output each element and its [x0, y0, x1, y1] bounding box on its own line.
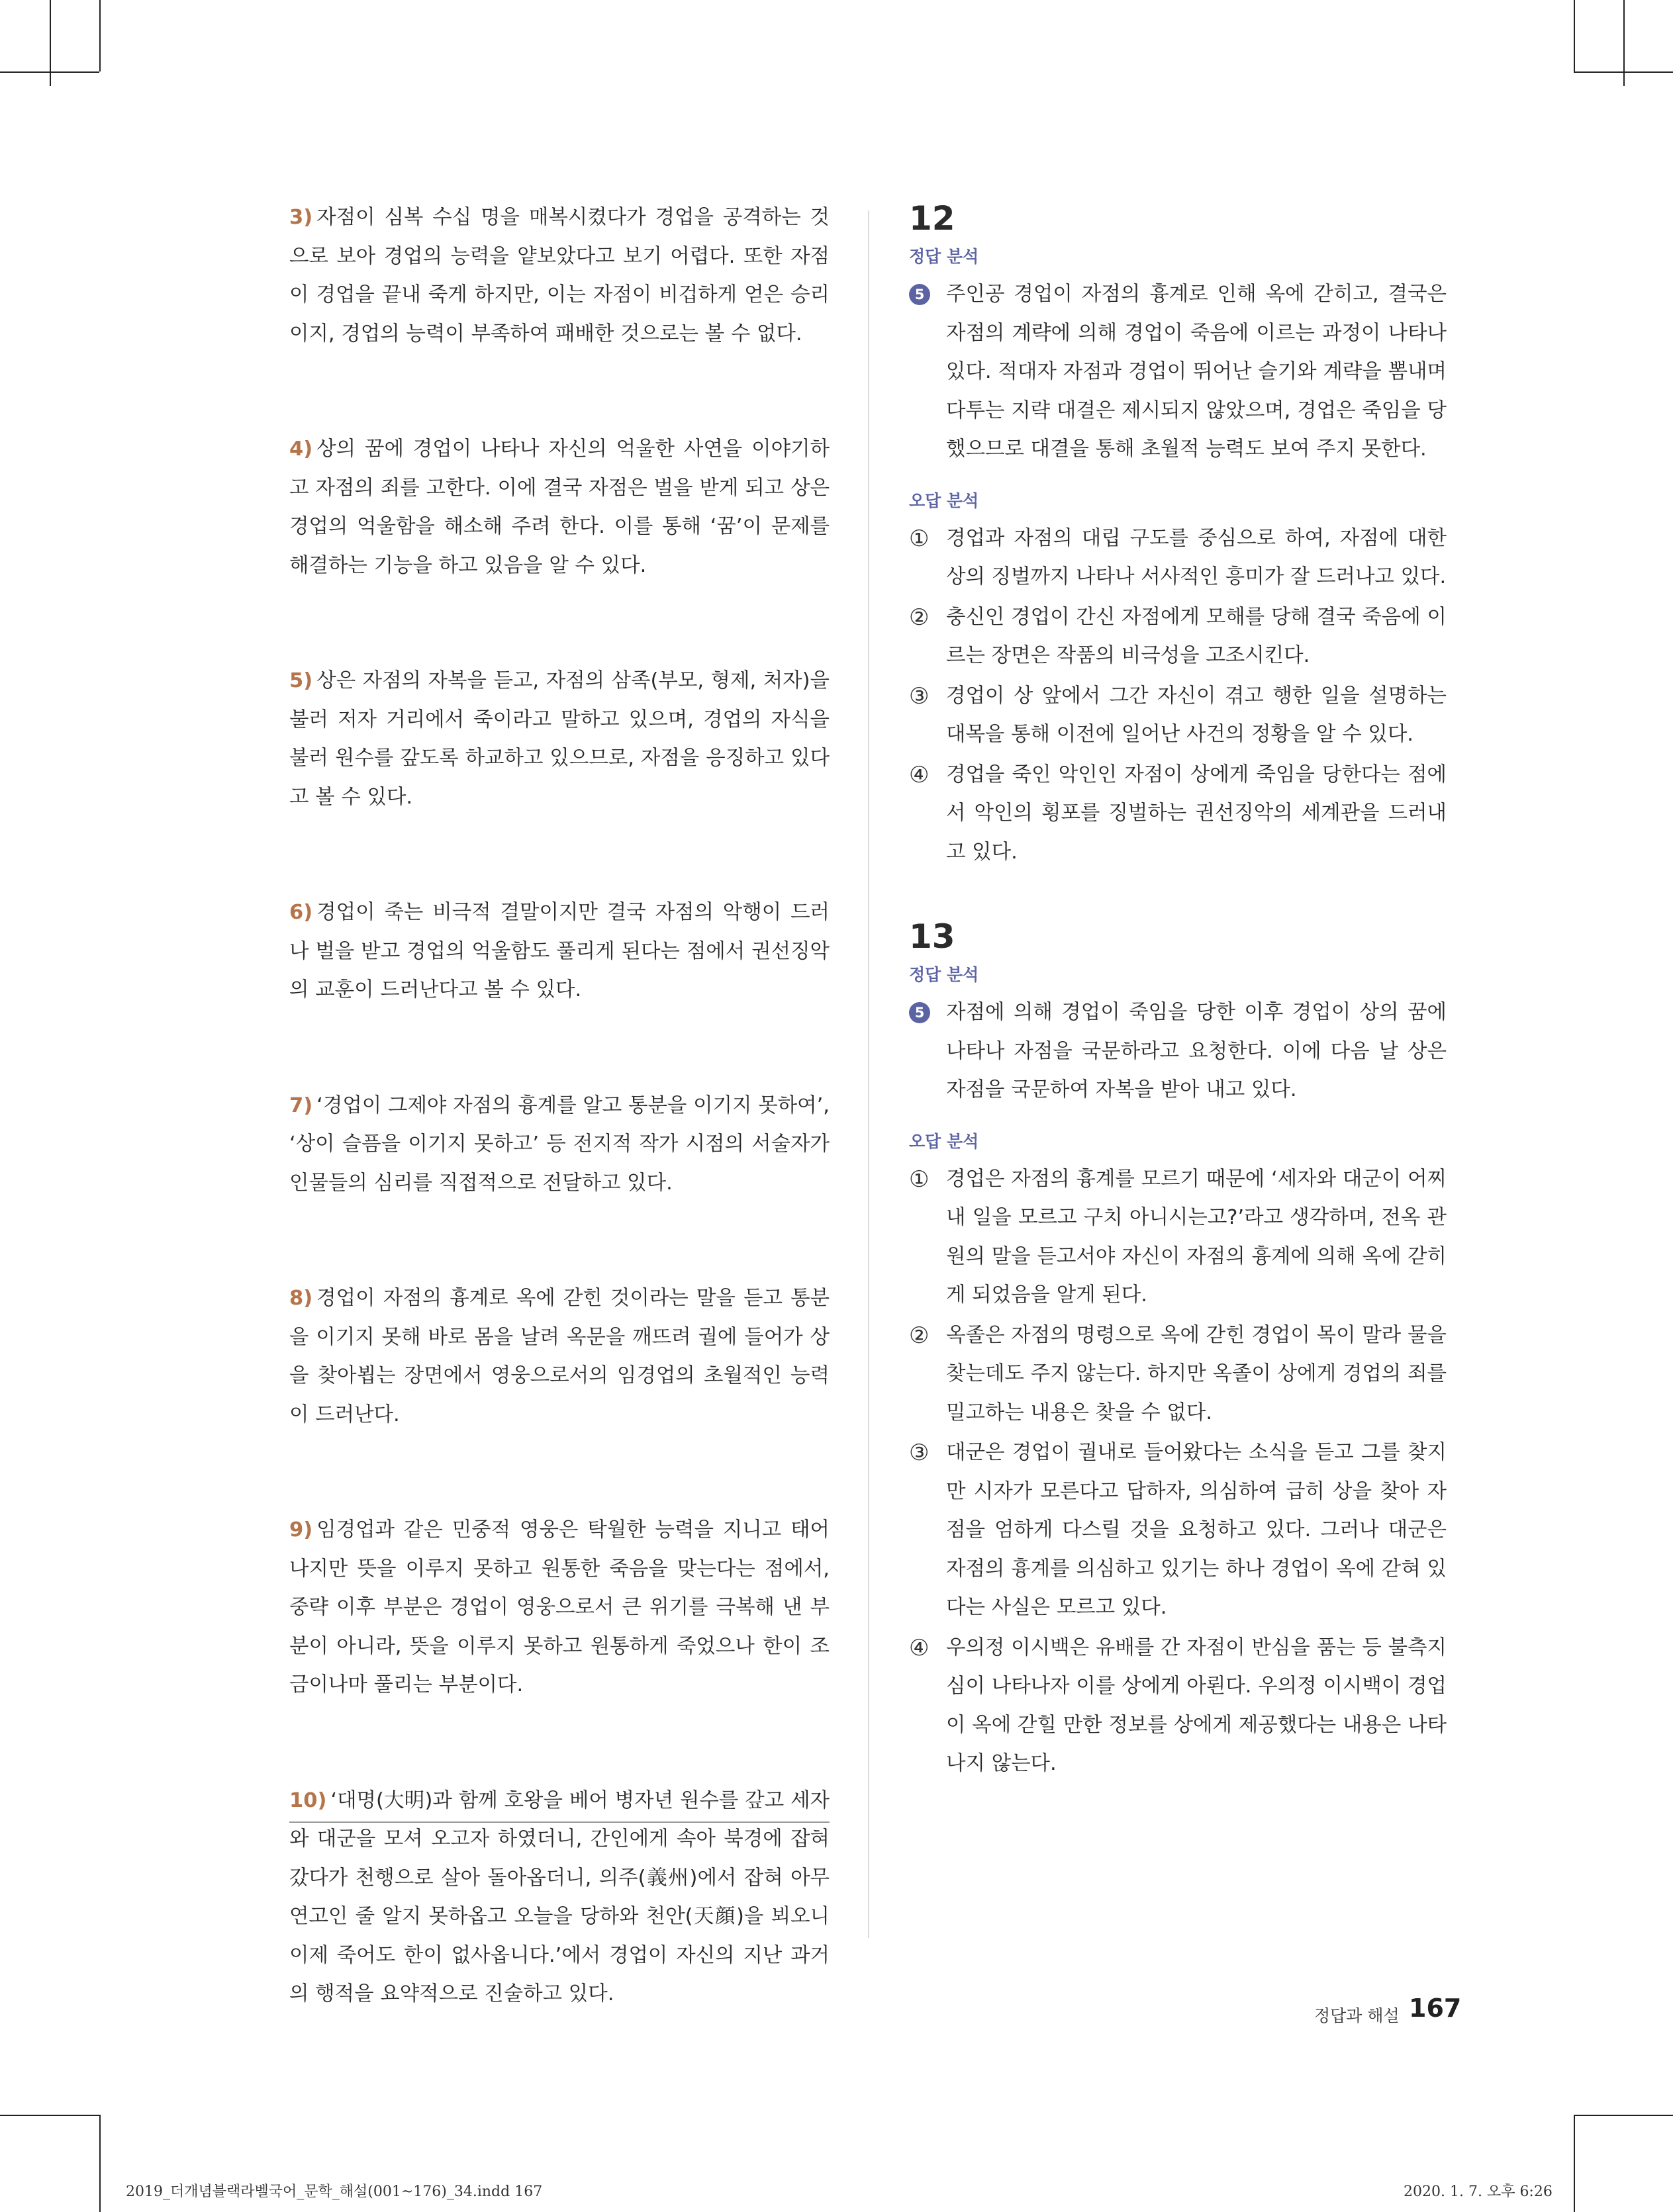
explanation-text: 상은 자점의 자복을 듣고, 자점의 삼족(부모, 형제, 처자)을 불러 저자 거리에서 죽이라고 말하고 있으며, 경업의 자식을 불러 원수를 갚도록 하교하고 있으므로, 자점을 응징하고 있다고 볼 수 있다.: [289, 669, 830, 809]
choice-marker: ①: [909, 1166, 930, 1193]
explanation-4: [289, 430, 830, 585]
explanation-text: ‘경업이 그제야 자점의 흉계를 알고 통분을 이기지 못하여’, ‘상이 슬픔을 이기지 못하고’ 등 전지적 작가 시점의 서술자가 인물들의 심리를 직접적으로 전달하고 있다.: [289, 1093, 830, 1195]
answer-text: 자점에 의해 경업이 죽임을 당한 이후 경업이 상의 꿈에 나타나 자점을 국문하라고 요청한다. 이에 다음 날 상은 자점을 국문하여 자복을 받아 내고 있다.: [946, 1001, 1447, 1101]
answer-text: 주인공 경업이 자점의 흉계로 인해 옥에 갇히고, 결국은 자점의 계략에 의해 경업이 죽음에 이르는 과정이 나타나 있다. 적대자 자점과 경업이 뛰어난 슬기와 계략을 뽐내며 다투는 지략 대결은 제시되지 않았으며, 경업은 죽임을 당했으므로 대결을 통해 초월적 능력도 보여 주지 못한다.: [946, 283, 1447, 461]
answer-item: [909, 993, 1447, 1110]
wrong-item: [909, 1434, 1447, 1628]
crop-mark: [1623, 0, 1625, 86]
wrong-text: 경업은 자점의 흉계를 모르기 때문에 ‘세자와 대군이 어찌 내 일을 모르고 구치 아니시는고?’라고 생각하며, 전옥 관원의 말을 듣고서야 자신이 자점의 흉계에 의해 옥에 갇히게 되었음을 알게 된다.: [946, 1167, 1447, 1307]
choice-marker: ②: [909, 1322, 930, 1349]
wrong-text: 대군은 경업이 궐내로 들어왔다는 소식을 듣고 그를 찾지만 시자가 모른다고 답하자, 의심하여 급히 상을 찾아 자점을 엄하게 다스릴 것을 요청하고 있다. 그러나 대군은 자점의 흉계를 의심하고 있기는 하나 경업이 옥에 갇혀 있다는 사실은 모르고 있다.: [946, 1441, 1447, 1619]
filled-circle-number-icon: 5: [909, 284, 930, 305]
wrong-item: [909, 520, 1447, 597]
wrong-text: 우의정 이시백은 유배를 간 자점이 반심을 품는 등 불측지심이 나타나자 이를 상에게 아뢴다. 우의정 이시백이 경업이 옥에 갇힐 만한 정보를 상에게 제공했다는 내용은 나타나지 않는다.: [946, 1636, 1447, 1775]
choice-marker: ①: [909, 525, 930, 552]
column-divider: [868, 210, 869, 1938]
explanation-text: 임경업과 같은 민중적 영웅은 탁월한 능력을 지니고 태어나지만 뜻을 이루지 못하고 원통한 죽음을 맞는다는 점에서, 중략 이후 부분은 경업이 영웅으로서 큰 위기를 극복해 낸 부분이 아니라, 뜻을 이루지 못하고 원통하게 죽었으나 한이 조금이나마 풀리는 부분이다.: [289, 1518, 830, 1696]
left-column: [289, 199, 830, 2014]
item-number: 9): [289, 1518, 313, 1542]
explanation-text: 자점이 심복 수십 명을 매복시켰다가 경업을 공격하는 것으로 보아 경업의 능력을 얕보았다고 보기 어렵다. 또한 자점이 경업을 끝내 죽게 하지만, 이는 자점이 비겁하게 얻은 승리이지, 경업의 능력이 부족하여 패배한 것으로는 볼 수 없다.: [289, 206, 830, 346]
item-number: 7): [289, 1093, 313, 1117]
wrong-text: 경업을 죽인 악인인 자점이 상에게 죽임을 당한다는 점에서 악인의 횡포를 징벌하는 권선징악의 세계관을 드러내고 있다.: [946, 762, 1447, 864]
page-number: 167: [1409, 1994, 1462, 2023]
explanation-6: [289, 894, 830, 1010]
answer-analysis-label: 정답 분석: [909, 247, 979, 266]
answer-marker: [909, 275, 946, 305]
crop-mark: [99, 0, 101, 71]
item-number: 4): [289, 438, 313, 461]
footer-section-label: 정답과 해설: [1314, 2006, 1400, 2025]
choice-marker: ③: [909, 682, 930, 710]
crop-mark: [1574, 2115, 1575, 2212]
explanation-text: ‘대명(大明)과 함께 호왕을 베어 병자년 원수를 갚고 세자와 대군을 모셔 오고자 하였더니, 간인에게 속아 북경에 잡혀갔다가 천행으로 살아 돌아옵더니, 의주(義州)에서 잡혀 아무 연고인 줄 알지 못하옵고 오늘을 당하와 천안(天顔)을 뵈오니 이제 죽어도 한이 없사옵니다.’에서 경업이 자신의 지난 과거의 행적을 요약적으로 진술하고 있다.: [289, 1788, 830, 2005]
wrong-item: [909, 677, 1447, 755]
wrong-analysis-label: 오답 분석: [909, 1131, 979, 1151]
question-number: 13: [909, 917, 955, 956]
wrong-analysis-label: 오답 분석: [909, 490, 979, 510]
wrong-item: [909, 1160, 1447, 1315]
crop-mark: [0, 2115, 99, 2116]
crop-mark: [50, 0, 51, 86]
wrong-item: [909, 756, 1447, 872]
choice-marker: ③: [909, 1440, 930, 1466]
explanation-8: [289, 1279, 830, 1434]
explanation-text: 상의 꿈에 경업이 나타나 자신의 억울한 사연을 이야기하고 자점의 죄를 고한다. 이에 결국 자점은 벌을 받게 되고 상은 경업의 억울함을 해소해 주려 한다. 이를 통해 ‘꿈’이 문제를 해결하는 기능을 하고 있음을 알 수 있다.: [289, 438, 830, 577]
item-number: 8): [289, 1287, 313, 1310]
print-slug-filename: 2019_더개념블랙라벨국어_문학_해설(001~176)_34.indd 167: [126, 2184, 543, 2200]
wrong-item: [909, 1316, 1447, 1433]
question-number: 12: [909, 199, 955, 238]
explanation-text: 경업이 죽는 비극적 결말이지만 결국 자점의 악행이 드러나 벌을 받고 경업의 억울함도 풀리게 된다는 점에서 권선징악의 교훈이 드러난다고 볼 수 있다.: [289, 901, 830, 1001]
wrong-item: [909, 1629, 1447, 1784]
wrong-item: [909, 598, 1447, 676]
choice-marker: ④: [909, 1634, 930, 1661]
wrong-text: 경업이 상 앞에서 그간 자신이 겪고 행한 일을 설명하는 대목을 통해 이전에 일어난 사건의 정황을 알 수 있다.: [946, 684, 1447, 746]
section-end-rule: [289, 1821, 830, 1823]
item-number: 5): [289, 669, 313, 692]
explanation-5: [289, 662, 830, 817]
filled-circle-number-icon: 5: [909, 1002, 930, 1023]
wrong-text: 경업과 자점의 대립 구도를 중심으로 하여, 자점에 대한 상의 징벌까지 나타나 서사적인 흥미가 잘 드러나고 있다.: [946, 526, 1447, 588]
choice-marker: ②: [909, 604, 930, 631]
crop-mark: [99, 2115, 101, 2212]
explanation-3: [289, 199, 830, 353]
crop-mark: [1574, 2115, 1673, 2116]
wrong-text: 옥졸은 자점의 명령으로 옥에 갇힌 경업이 목이 말라 물을 찾는데도 주지 않는다. 하지만 옥졸이 상에게 경업의 죄를 밀고하는 내용은 찾을 수 없다.: [946, 1323, 1447, 1424]
crop-mark: [1574, 0, 1575, 71]
print-slug-timestamp: 2020. 1. 7. 오후 6:26: [1404, 2184, 1553, 2200]
answer-analysis-label: 정답 분석: [909, 965, 979, 984]
explanation-7: [289, 1087, 830, 1203]
answer-marker: [909, 993, 946, 1023]
choice-marker: ④: [909, 761, 930, 788]
explanation-text: 경업이 자점의 흉계로 옥에 갇힌 것이라는 말을 듣고 통분을 이기지 못해 바로 몸을 날려 옥문을 깨뜨려 궐에 들어가 상을 찾아뵙는 장면에서 영웅으로서의 임경업의 초월적인 능력이 드러난다.: [289, 1287, 830, 1426]
right-column: [909, 199, 1447, 1785]
item-number: 3): [289, 206, 313, 229]
explanation-10: [289, 1782, 830, 2014]
item-number: 6): [289, 901, 313, 924]
answer-item: [909, 275, 1447, 469]
explanation-9: [289, 1511, 830, 1705]
wrong-text: 충신인 경업이 간신 자점에게 모해를 당해 결국 죽음에 이르는 장면은 작품의 비극성을 고조시킨다.: [946, 605, 1447, 667]
item-number: 10): [289, 1788, 327, 1812]
